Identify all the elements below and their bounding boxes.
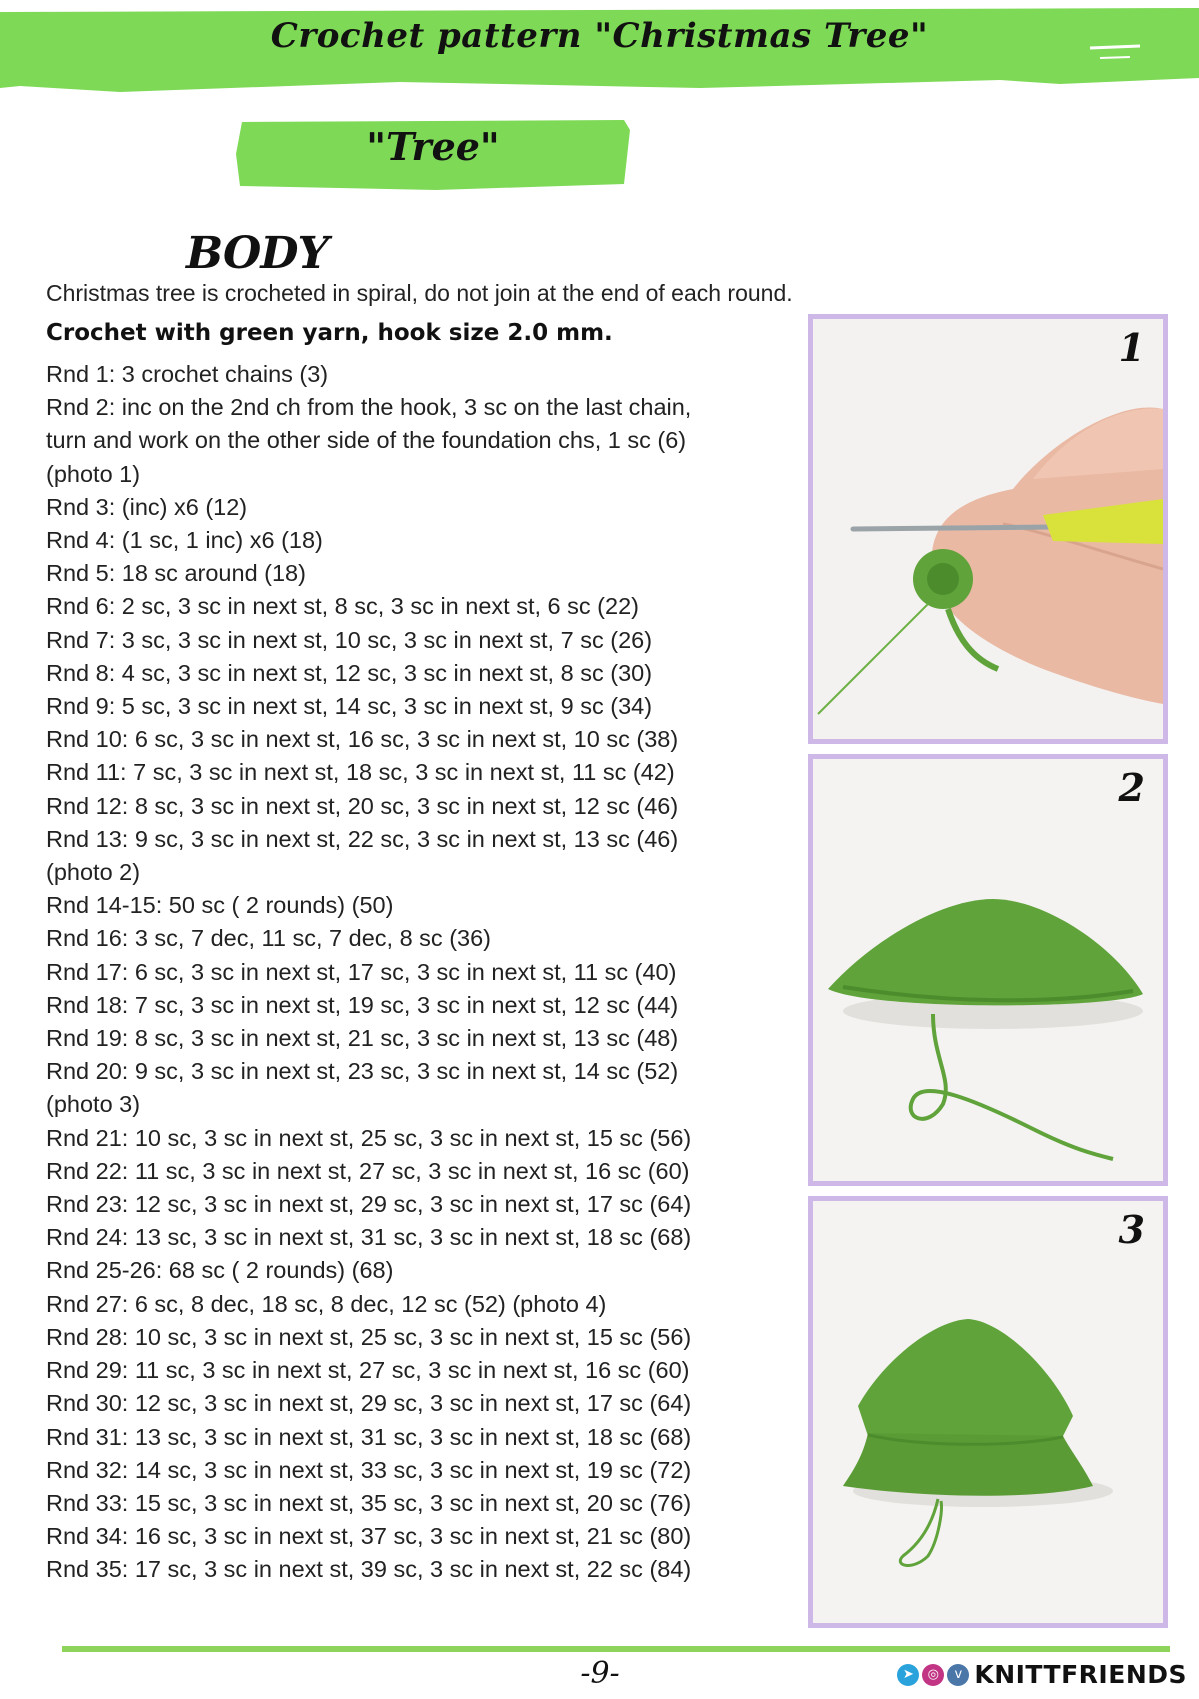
round-line: Rnd 4: (1 sc, 1 inc) x6 (18) xyxy=(46,527,323,554)
round-line: Rnd 32: 14 sc, 3 sc in next st, 33 sc, 3 sc in next st, 19 sc (72) xyxy=(46,1456,692,1483)
round-line: Rnd 19: 8 sc, 3 sc in next st, 21 sc, 3 sc in next st, 13 sc (48) xyxy=(46,1025,679,1052)
round-line: Rnd 13: 9 sc, 3 sc in next st, 22 sc, 3 sc in next st, 13 sc (46) xyxy=(46,825,679,852)
round-line: (photo 1) xyxy=(46,460,141,487)
round-line: (photo 3) xyxy=(46,1091,141,1118)
round-line: Rnd 12: 8 sc, 3 sc in next st, 20 sc, 3 sc in next st, 12 sc (46) xyxy=(46,792,679,819)
footer-divider xyxy=(62,1646,1170,1652)
round-line: Rnd 2: inc on the 2nd ch from the hook, 3 sc on the last chain, xyxy=(46,394,692,421)
round-line: turn and work on the other side of the foundation chs, 1 sc (6) xyxy=(46,427,687,454)
photo-3 xyxy=(808,1196,1168,1628)
photo-2-image xyxy=(813,759,1163,1181)
round-line: Rnd 30: 12 sc, 3 sc in next st, 29 sc, 3 sc in next st, 17 sc (64) xyxy=(46,1390,692,1417)
brand-name: KNITTFRIENDS xyxy=(974,1660,1187,1689)
instagram-icon[interactable]: ◎ xyxy=(922,1664,944,1686)
round-line: Rnd 1: 3 crochet chains (3) xyxy=(46,361,329,387)
round-line: Rnd 3: (inc) x6 (12) xyxy=(46,493,248,520)
round-line: Rnd 8: 4 sc, 3 sc in next st, 12 sc, 3 sc in next st, 8 sc (30) xyxy=(46,659,653,686)
round-line: Rnd 20: 9 sc, 3 sc in next st, 23 sc, 3 sc in next st, 14 sc (52) xyxy=(46,1058,679,1085)
round-line: Rnd 25-26: 68 sc ( 2 rounds) (68) xyxy=(46,1257,394,1284)
photo-3-image xyxy=(813,1201,1163,1623)
round-line: Rnd 16: 3 sc, 7 dec, 11 sc, 7 dec, 8 sc (36) xyxy=(46,925,491,952)
photo-2-number: 2 xyxy=(1118,765,1145,810)
section-subtitle: "Tree" xyxy=(366,124,500,169)
round-line: Rnd 18: 7 sc, 3 sc in next st, 19 sc, 3 sc in next st, 12 sc (44) xyxy=(46,991,679,1018)
round-line: (photo 2) xyxy=(46,859,141,886)
round-list xyxy=(46,358,766,1587)
round-line: Rnd 17: 6 sc, 3 sc in next st, 17 sc, 3 sc in next st, 11 sc (40) xyxy=(46,958,677,985)
brand xyxy=(897,1660,1187,1689)
hook-note: Crochet with green yarn, hook size 2.0 mm. xyxy=(46,320,613,346)
round-line: Rnd 22: 11 sc, 3 sc in next st, 27 sc, 3 sc in next st, 16 sc (60) xyxy=(46,1157,690,1184)
telegram-icon[interactable]: ➤ xyxy=(897,1664,919,1686)
round-line: Rnd 23: 12 sc, 3 sc in next st, 29 sc, 3 sc in next st, 17 sc (64) xyxy=(46,1191,692,1218)
round-line: Rnd 9: 5 sc, 3 sc in next st, 14 sc, 3 sc in next st, 9 sc (34) xyxy=(46,693,653,720)
page-number: -9- xyxy=(580,1656,620,1691)
section-heading: BODY xyxy=(186,228,328,279)
photo-1-number: 1 xyxy=(1118,325,1145,370)
round-line: Rnd 28: 10 sc, 3 sc in next st, 25 sc, 3 sc in next st, 15 sc (56) xyxy=(46,1323,692,1350)
round-line: Rnd 31: 13 sc, 3 sc in next st, 31 sc, 3 sc in next st, 18 sc (68) xyxy=(46,1423,692,1450)
round-line: Rnd 11: 7 sc, 3 sc in next st, 18 sc, 3 sc in next st, 11 sc (42) xyxy=(46,759,675,786)
round-line: Rnd 24: 13 sc, 3 sc in next st, 31 sc, 3 sc in next st, 18 sc (68) xyxy=(46,1224,692,1251)
round-line: Rnd 7: 3 sc, 3 sc in next st, 10 sc, 3 sc in next st, 7 sc (26) xyxy=(46,626,653,653)
round-line: Rnd 29: 11 sc, 3 sc in next st, 27 sc, 3 sc in next st, 16 sc (60) xyxy=(46,1357,690,1384)
round-line: Rnd 6: 2 sc, 3 sc in next st, 8 sc, 3 sc in next st, 6 sc (22) xyxy=(46,593,639,620)
page-title: Crochet pattern "Christmas Tree" xyxy=(270,16,929,56)
round-line: Rnd 21: 10 sc, 3 sc in next st, 25 sc, 3 sc in next st, 15 sc (56) xyxy=(46,1124,692,1151)
photo-2 xyxy=(808,754,1168,1186)
round-line: Rnd 35: 17 sc, 3 sc in next st, 39 sc, 3 sc in next st, 22 sc (84) xyxy=(46,1556,692,1583)
round-line: Rnd 34: 16 sc, 3 sc in next st, 37 sc, 3 sc in next st, 21 sc (80) xyxy=(46,1523,692,1550)
photo-1-image xyxy=(813,319,1163,739)
round-line: Rnd 27: 6 sc, 8 dec, 18 sc, 8 dec, 12 sc (52) (photo 4) xyxy=(46,1290,607,1317)
vk-icon[interactable]: v xyxy=(947,1664,969,1686)
intro-text: Christmas tree is crocheted in spiral, do not join at the end of each round. xyxy=(46,280,793,306)
round-line: Rnd 14-15: 50 sc ( 2 rounds) (50) xyxy=(46,892,394,919)
round-line: Rnd 5: 18 sc around (18) xyxy=(46,560,306,587)
round-line: Rnd 10: 6 sc, 3 sc in next st, 16 sc, 3 sc in next st, 10 sc (38) xyxy=(46,726,679,753)
photo-3-number: 3 xyxy=(1118,1207,1145,1252)
photo-1 xyxy=(808,314,1168,744)
round-line: Rnd 33: 15 sc, 3 sc in next st, 35 sc, 3 sc in next st, 20 sc (76) xyxy=(46,1489,692,1516)
